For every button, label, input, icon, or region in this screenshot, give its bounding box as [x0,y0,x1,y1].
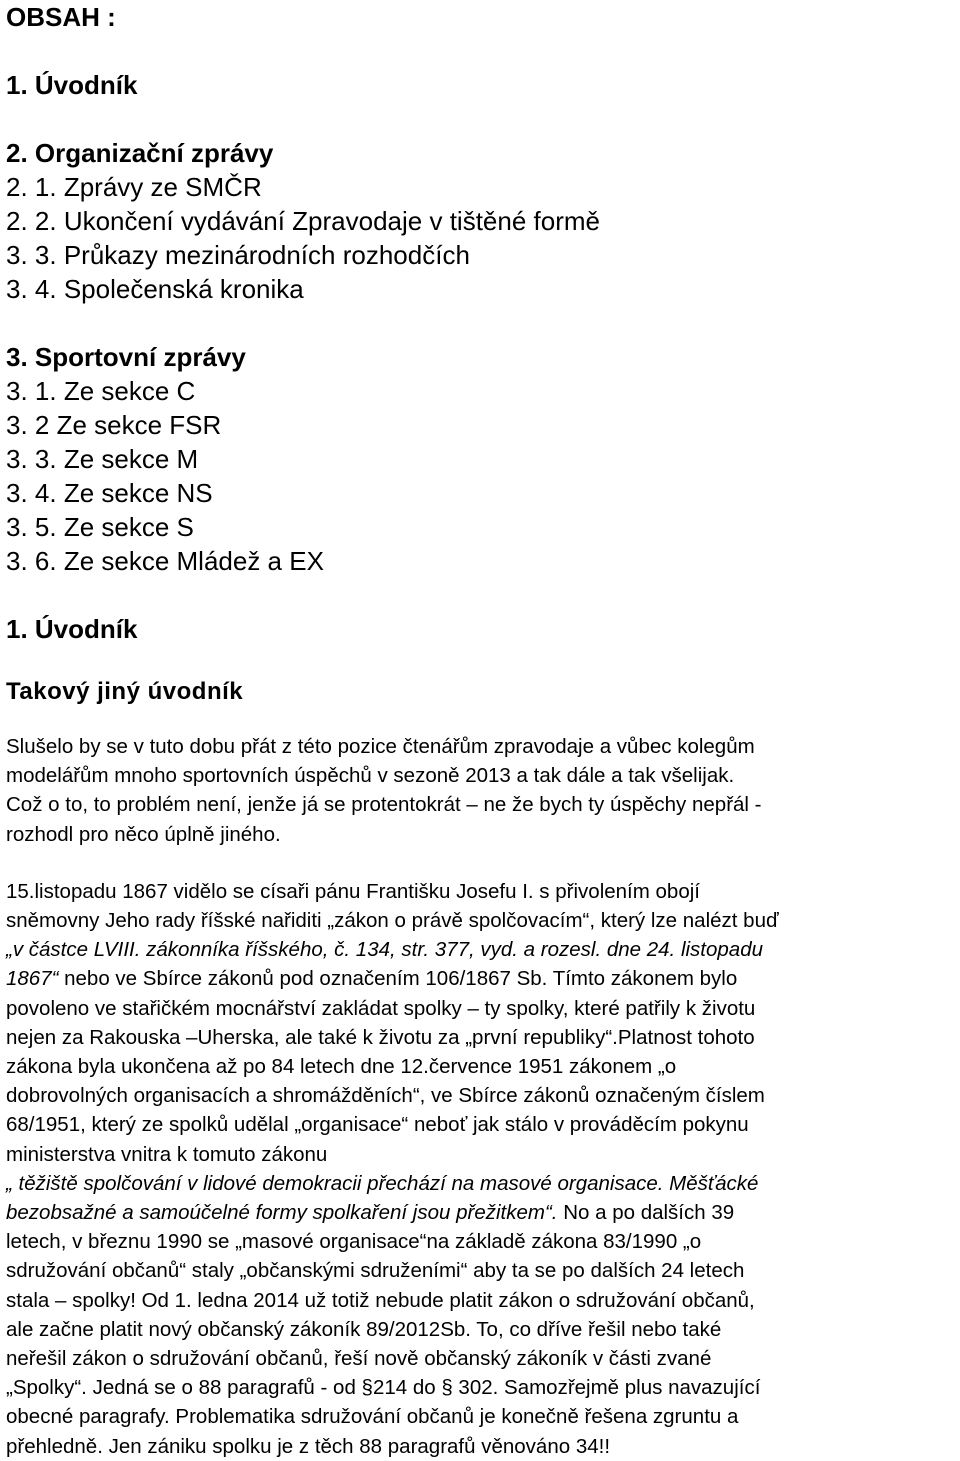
text-line: sněmovny Jeho rady říšské nařiditi „zákon o právě spolčovacím“, který lze nalézt buď [6,909,779,933]
italic-text: 1867“ [6,967,59,991]
text-line: 15.listopadu 1867 vidělo se císaři pánu Františku Josefu I. s přivolením obojí [6,879,700,903]
text-line: „v částce LVIII. zákonníka říšského, č. 134, str. 377, vyd. a rozesl. dne 24. listopadu [6,938,763,962]
paragraph-intro [6,732,956,849]
toc-item: 3. 5. Ze sekce S [6,512,194,542]
toc-item: 3. 2 Ze sekce FSR [6,410,222,440]
toc-item: 3. 6. Ze sekce Mládež a EX [6,546,324,576]
text-line: Což o to, to problém není, jenže já se protentokrát – ne že bych ty úspěchy nepřál - [6,793,762,817]
toc-item: 3. 3. Průkazy mezinárodních rozhodčích [6,240,470,270]
text-run: No a po dalších 39 [557,1201,735,1225]
text-line: neřešil zákon o sdružování občanů, řeší nově občanský zákoník v části zvané [6,1347,712,1371]
toc-title: OBSAH : [6,2,116,32]
table-of-contents [6,0,956,612]
text-line: ale začne platit nový občanský zákoník 89/2012Sb. To, co dříve řešil nebo také [6,1317,722,1341]
text-line: zákona byla ukončena až po 84 letech dne 12.července 1951 zákonem „o [6,1055,677,1079]
toc-item: 2. 1. Zprávy ze SMČR [6,172,262,202]
text-line: sdružování občanů“ staly „občanskými sdruženími“ aby ta se po dalších 24 letech [6,1259,745,1283]
text-line: ministerstva vnitra k tomuto zákonu [6,1142,328,1166]
text-line: dobrovolných organisacích a shromážděních“, ve Sbírce zákonů označeným číslem [6,1084,765,1108]
text-line [6,964,956,993]
toc-item: 3. 4. Společenská kronika [6,274,304,304]
article-heading: 1. Úvodník [6,614,138,644]
toc-item: 2. 2. Ukončení vydávání Zpravodaje v tištěné formě [6,206,600,236]
article-subtitle: Takový jiný úvodník [6,678,244,705]
text-line: „ těžiště spolčování v lidové demokracii přechází na masové organisace. Měšťácké [6,1171,759,1195]
toc-item: 3. 4. Ze sekce NS [6,478,213,508]
text-line: letech, v březnu 1990 se „masové organisace“na základě zákona 83/1990 „o [6,1230,702,1254]
text-line: modelářům mnoho sportovních úspěchů v sezoně 2013 a tak dále a tak všelijak. [6,764,735,788]
text-line: obecné paragrafy. Problematika sdružování občanů je konečně řešena zgruntu a [6,1405,739,1429]
text-run: nebo ve Sbírce zákonů pod označením 106/1867 Sb. Tímto zákonem bylo [58,967,738,991]
toc-section-2: 2. Organizační zprávy [6,138,274,168]
text-line: 68/1951, který ze spolků udělal „organisace“ neboť jak stálo v prováděcím pokynu [6,1113,749,1137]
article [6,612,956,1461]
document-page [6,0,956,1461]
text-line: přehledně. Jen zániku spolku je z těch 88 paragrafů věnováno 34!! [6,1434,611,1458]
text-line: „Spolky“. Jedná se o 88 paragrafů - od §214 do § 302. Samozřejmě plus navazující [6,1376,761,1400]
text-line [6,1198,956,1227]
text-line: nejen za Rakouska –Uherska, ale také k životu za „první republiky“.Platnost tohoto [6,1025,755,1049]
toc-section-1: 1. Úvodník [6,70,138,100]
toc-item: 3. 3. Ze sekce M [6,444,199,474]
text-line: rozhodl pro něco úplně jiného. [6,822,281,846]
paragraph-history [6,877,956,1461]
text-line: stala – spolky! Od 1. ledna 2014 už totiž nebude platit zákon o sdružování občanů, [6,1288,755,1312]
text-line: Slušelo by se v tuto dobu přát z této pozice čtenářům zpravodaje a vůbec kolegům [6,735,755,758]
toc-section-3: 3. Sportovní zprávy [6,342,246,372]
italic-text: bezobsažné a samoúčelné formy spolkaření jsou přežitkem“. [6,1201,558,1225]
toc-item: 3. 1. Ze sekce C [6,376,196,406]
text-line: povoleno ve stařičkém mocnářství zakládat spolky – ty spolky, které patřily k životu [6,996,756,1020]
